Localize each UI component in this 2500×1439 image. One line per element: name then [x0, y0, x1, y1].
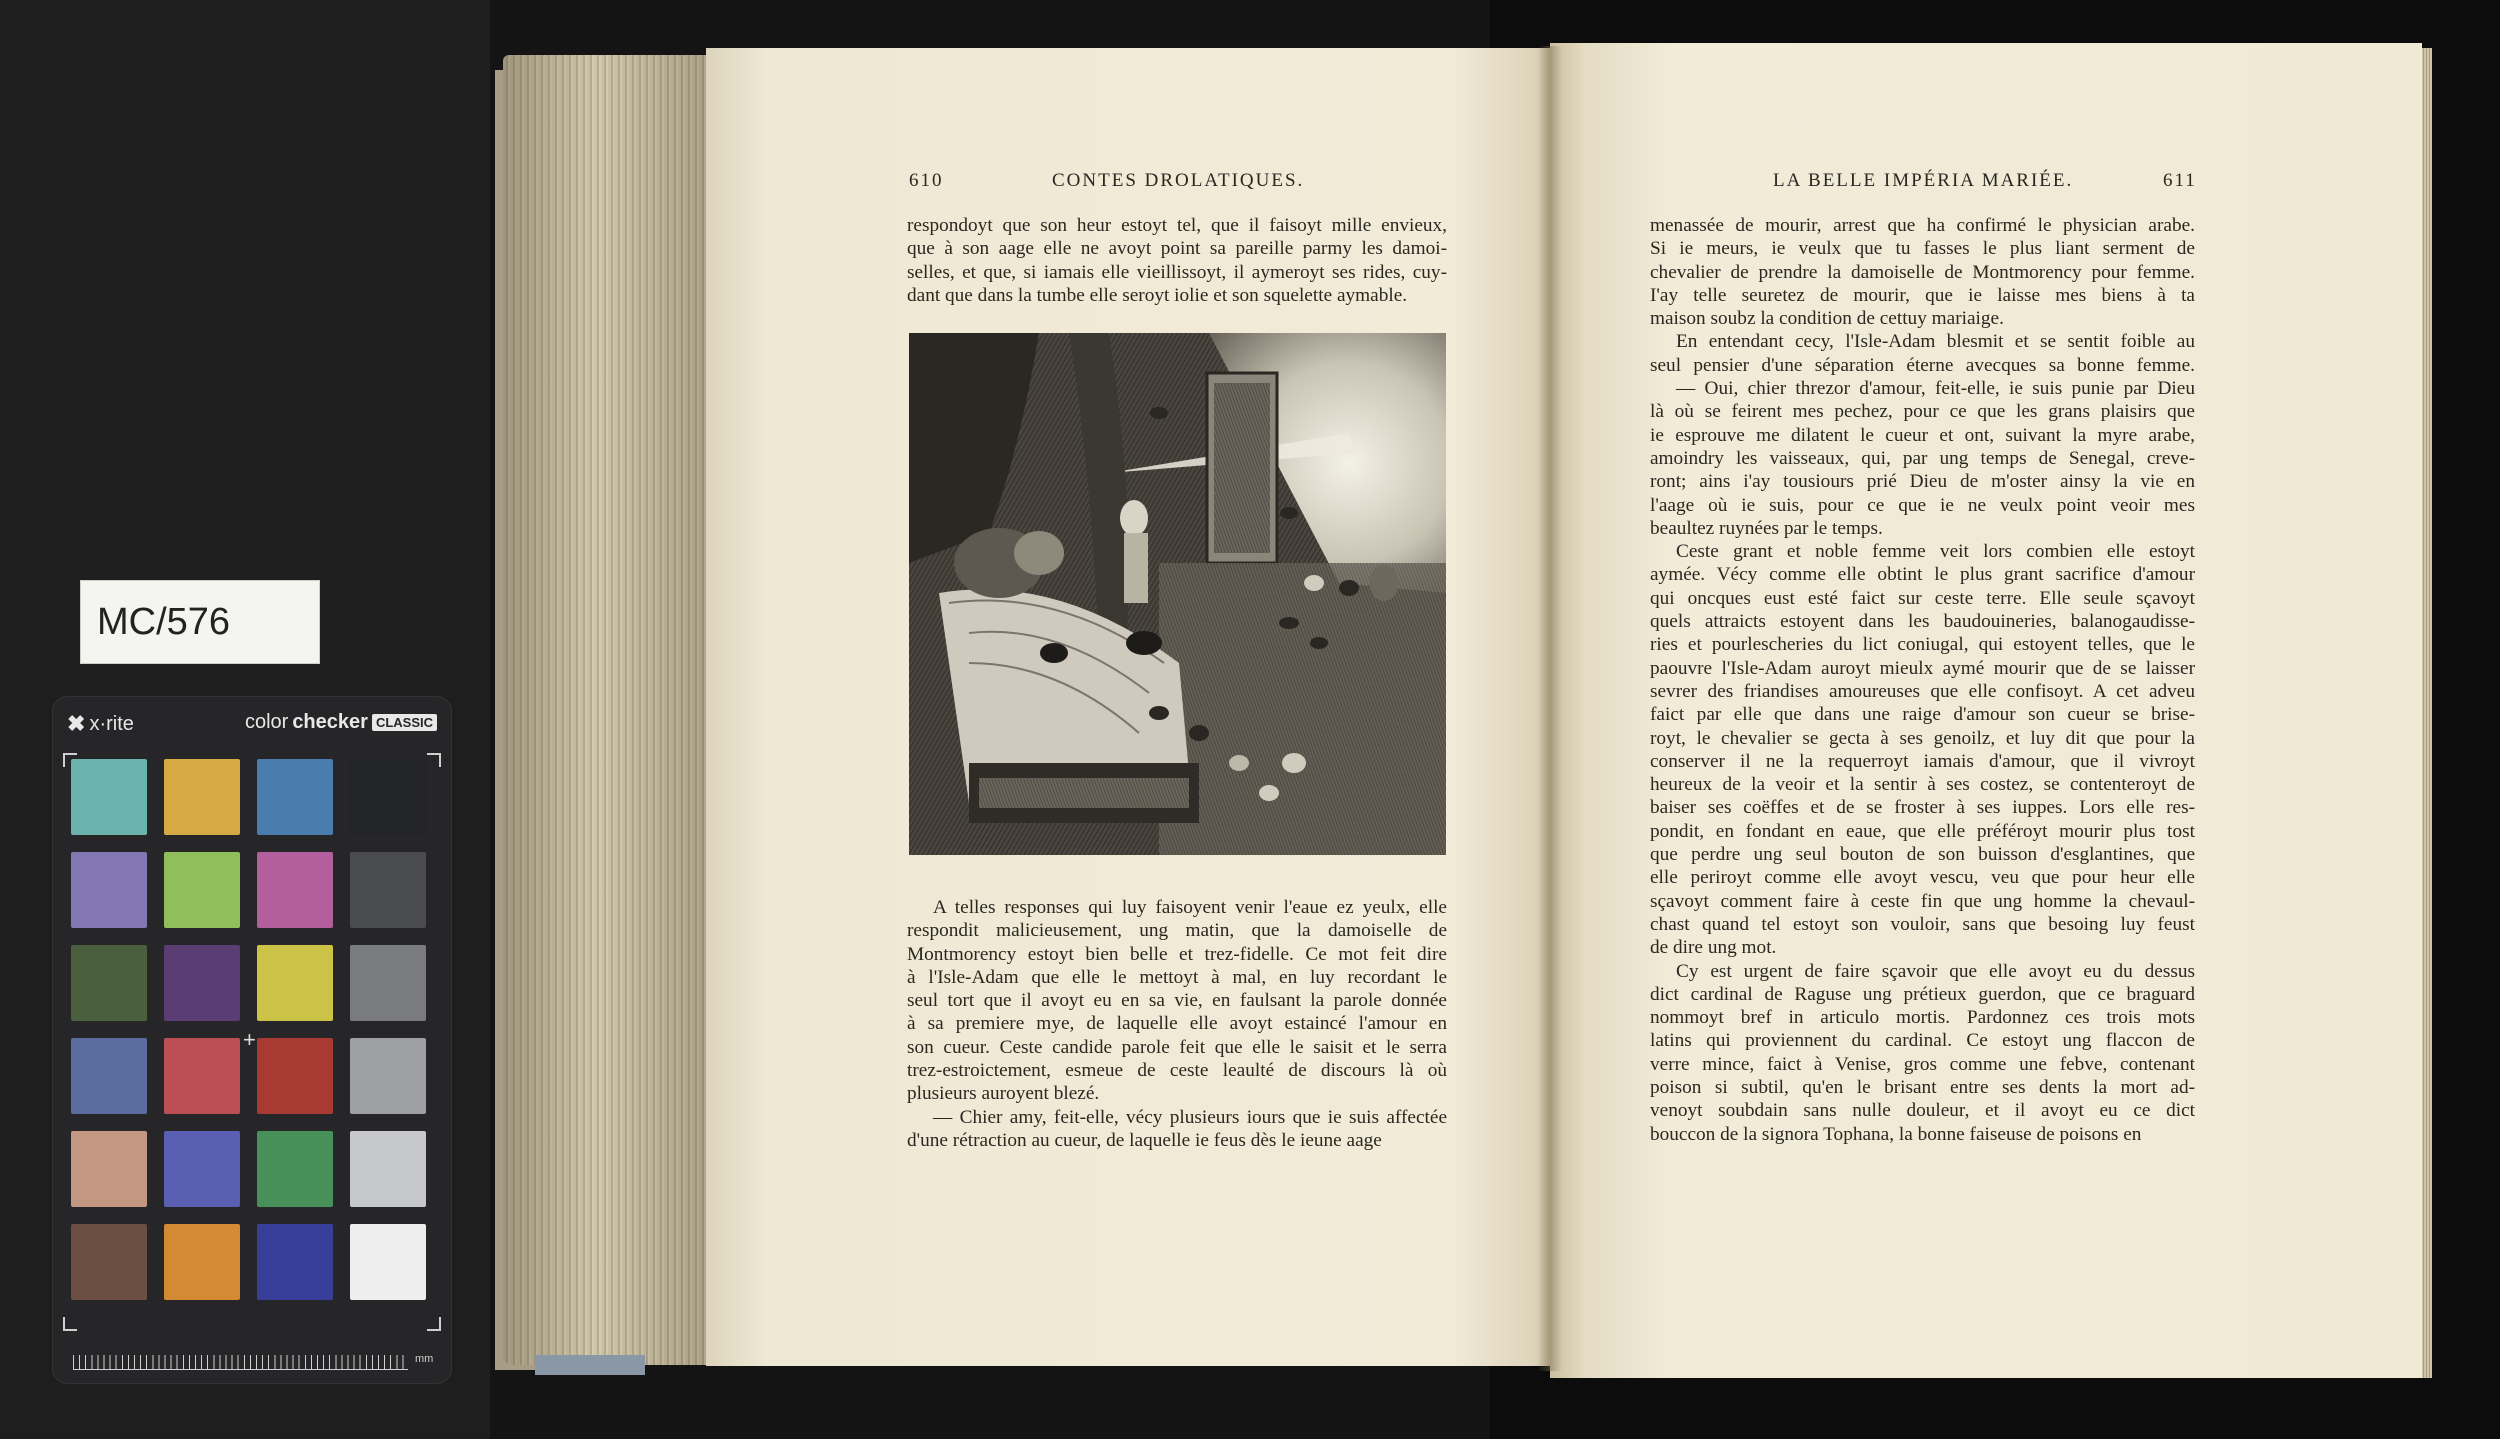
text-line: A telles responses qui luy faisoyent venir l'eaue ez yeulx, elle	[933, 897, 1447, 918]
text-line: là où se feirent mes pechez, pour ce que les grans plaisirs que	[1650, 401, 2195, 423]
text-line: d'une rétraction au cueur, de laquelle ie feus dès le ieune aage	[907, 1129, 1382, 1151]
text-line: faict par elle que dans une raige d'amour son cueur se brise-	[1650, 704, 2195, 726]
colorchecker-title-light: color	[244, 711, 289, 733]
text-line: l'aage où ie suis, pour ce que ie ne veulx point veoir mes	[1650, 494, 2195, 516]
text-line: amoindry les vaisseaux, qui, par ung temps de Senegal, creve-	[1650, 447, 2195, 469]
color-swatch	[164, 945, 240, 1021]
text-line: son cueur. Ceste candide parole feit que elle le saisit et le serra	[907, 1036, 1447, 1058]
text-line: sçavoyt comment faire à ceste fin que ung homme la chevaul-	[1650, 890, 2195, 912]
text-line: poison si subtil, qu'en le brisant entre ses dents la mort ad-	[1650, 1076, 2195, 1098]
color-swatch	[257, 852, 333, 928]
colorchecker-title	[245, 711, 437, 734]
text-line: à sa premiere mye, de laquelle elle avoyt estaincé l'amour en	[907, 1013, 1447, 1035]
mm-ruler	[73, 1355, 408, 1370]
text-line: heureux de la veoir et la sentir à ses costez, se contenteroyt de	[1650, 774, 2195, 796]
text-line: Ceste grant et noble femme veit lors combien elle estoyt	[1676, 541, 2195, 563]
color-swatch	[350, 945, 426, 1021]
colorchecker-title-bold: checker	[292, 711, 368, 733]
color-swatch	[350, 1131, 426, 1207]
text-line: seul pensier d'une séparation éterne avecques sa bonne femme.	[1650, 354, 2195, 376]
text-line: que perdre ung seul bouton de son buisson d'esglantines, que	[1650, 844, 2195, 866]
color-swatch	[71, 852, 147, 928]
color-swatch	[164, 1038, 240, 1114]
text-line: respondoyt que son heur estoyt tel, que il faisoyt mille envieux,	[907, 215, 1447, 236]
corner-mark	[427, 753, 441, 767]
left-page-text-bottom	[907, 896, 1447, 1152]
text-line: — Chier amy, feit-elle, vécy plusieurs iours que ie suis affectée	[933, 1106, 1447, 1128]
catalog-label	[80, 580, 320, 664]
text-line: latins qui proviennent du cardinal. Ce estoyt ung flaccon de	[1650, 1030, 2195, 1052]
color-swatch	[164, 852, 240, 928]
text-line: nommoyt bref in articulo mortis. Pardonnez ces trois mots	[1650, 1007, 2195, 1029]
engraving-bedroom-scene	[909, 333, 1446, 855]
color-swatch	[350, 1038, 426, 1114]
text-line: trez-estroictement, esmeue de ceste leaulté de discours là où	[907, 1060, 1447, 1082]
corner-mark	[63, 1317, 77, 1331]
color-swatch	[257, 1224, 333, 1300]
color-swatch	[257, 1038, 333, 1114]
color-swatch	[350, 852, 426, 928]
text-line: bouccon de la signora Tophana, la bonne faiseuse de poisons en	[1650, 1123, 2142, 1145]
color-swatch	[164, 759, 240, 835]
text-line: verre mince, faict à Venise, gros comme une febve, contenant	[1650, 1053, 2195, 1075]
text-line: chast quand tel estoyt son vouloir, sans que besoing luy feust	[1650, 913, 2195, 935]
text-line: venoyt soubdain sans nulle douleur, et il avoyt eu ce dict	[1650, 1100, 2195, 1122]
book-edge-shading	[503, 55, 708, 1365]
crosshair-icon: +	[243, 1027, 256, 1052]
text-line: respondit malicieusement, ung matin, que la damoiselle de	[907, 920, 1447, 942]
text-line: paouvre l'Isle-Adam auroyt mieulx aymé mourir que de se laisser	[1650, 657, 2195, 679]
text-line: aymée. Vécy comme elle obtint le plus grant sacrifice d'amour	[1650, 564, 2195, 586]
text-line: à l'Isle-Adam que elle le mettoyt à mal, en luy recordant le	[907, 966, 1447, 988]
text-line: maison soubz la condition de cettuy mariaige.	[1650, 308, 2004, 330]
text-line: ries et pourlescheries du lict coniugal, qui estoyent telles, que le	[1650, 634, 2195, 656]
book-gutter	[1538, 46, 1562, 1371]
right-running-head: LA BELLE IMPÉRIA MARIÉE.	[1773, 170, 2074, 191]
color-swatch	[71, 1224, 147, 1300]
text-line: selles, et que, si iamais elle vieillissoyt, il aymeroyt ses rides, cuy-	[907, 261, 1447, 283]
text-line: Montmorency estoyt bien belle et trez-fidelle. Ce mot feit dire	[907, 943, 1447, 965]
right-page-text	[1650, 214, 2195, 1146]
text-line: dant que dans la tumbe elle seroyt iolie et son squelette aymable.	[907, 284, 1408, 306]
text-line: Si ie meurs, ie veulx que tu fasses le plus liant serment de	[1650, 238, 2195, 260]
text-line: plusieurs auroyent blezé.	[907, 1083, 1100, 1105]
text-line: ront; ains i'ay tousiours prié Dieu de m'oster ainsy la vie en	[1650, 471, 2195, 493]
xrite-logo	[67, 711, 134, 737]
catalog-label-text: MC/576	[97, 600, 231, 643]
text-line: royt, le chevalier se gecta à ses genoilz, et luy dit que pour la	[1650, 727, 2195, 749]
text-line: ie esprouve me dilatent le cueur et ont, suivant la myre arabe,	[1650, 424, 2195, 446]
text-line: baiser ses coëffes et de se froster à ses iuppes. Lors elle res-	[1650, 797, 2195, 819]
text-line: qui oncques eust esté faict sur ceste terre. Elle seule sçavoyt	[1650, 587, 2195, 609]
color-swatch	[71, 1131, 147, 1207]
color-swatch	[257, 945, 333, 1021]
text-line: dict cardinal de Raguse ung prétieux guerdon, que ce braguard	[1650, 983, 2195, 1005]
color-swatch	[71, 945, 147, 1021]
color-swatch	[350, 1224, 426, 1300]
text-line: elle periroyt comme elle avoyt vescu, veu que pour heur elle	[1650, 867, 2195, 889]
ruler-unit: mm	[415, 1353, 434, 1365]
left-page-number: 610	[909, 170, 944, 191]
color-swatch	[71, 1038, 147, 1114]
text-line: conserver il ne la requerroyt iamais d'amour, que il vivroyt	[1650, 750, 2195, 772]
color-swatch	[350, 759, 426, 835]
color-swatch	[71, 759, 147, 835]
text-line: En entendant cecy, l'Isle-Adam blesmit et se sentit foible au	[1676, 331, 2195, 353]
text-line: de dire ung mot.	[1650, 937, 1777, 959]
classic-badge: CLASSIC	[372, 714, 437, 731]
text-line: seul tort que il avoyt eu en sa vie, en faulsant la parole donnée	[907, 990, 1447, 1012]
text-line: I'ay telle seuretez de mourir, que ie laisse mes biens à ta	[1650, 284, 2195, 306]
color-swatch	[164, 1131, 240, 1207]
text-line: quels attraicts estoyent dans les baudouineries, balanogaudisse-	[1650, 611, 2195, 633]
text-line: sevrer des friandises amoureuses que elle confisoyt. A cet adveu	[1650, 680, 2195, 702]
text-line: que à son aage elle ne avoyt point sa pareille parmy les damoi-	[907, 238, 1447, 260]
text-line: Cy est urgent de faire sçavoir que elle avoyt eu du dessus	[1676, 960, 2195, 982]
xrite-brand-text: x·rite	[89, 712, 134, 735]
color-swatch	[257, 1131, 333, 1207]
text-line: pondit, en fondant en eaue, que elle préféroyt mourir plus tost	[1650, 820, 2195, 842]
color-swatch	[164, 1224, 240, 1300]
book-bookmark	[535, 1355, 645, 1375]
left-running-head: CONTES DROLATIQUES.	[1052, 170, 1305, 191]
text-line: menassée de mourir, arrest que ha confirmé le physician arabe.	[1650, 215, 2195, 236]
corner-mark	[427, 1317, 441, 1331]
left-page-text-top	[907, 214, 1447, 307]
color-swatch	[257, 759, 333, 835]
color-checker-card	[53, 697, 451, 1383]
text-line: beaultez ruynées par le temps.	[1650, 517, 1883, 539]
right-page-number: 611	[2163, 170, 2197, 191]
text-line: chevalier de prendre la damoiselle de Montmorency pour femme.	[1650, 261, 2195, 283]
text-line: — Oui, chier threzor d'amour, feit-elle, ie suis punie par Dieu	[1676, 378, 2195, 400]
xrite-mark-icon: ✖	[67, 711, 86, 736]
engraving-illustration	[909, 333, 1446, 855]
